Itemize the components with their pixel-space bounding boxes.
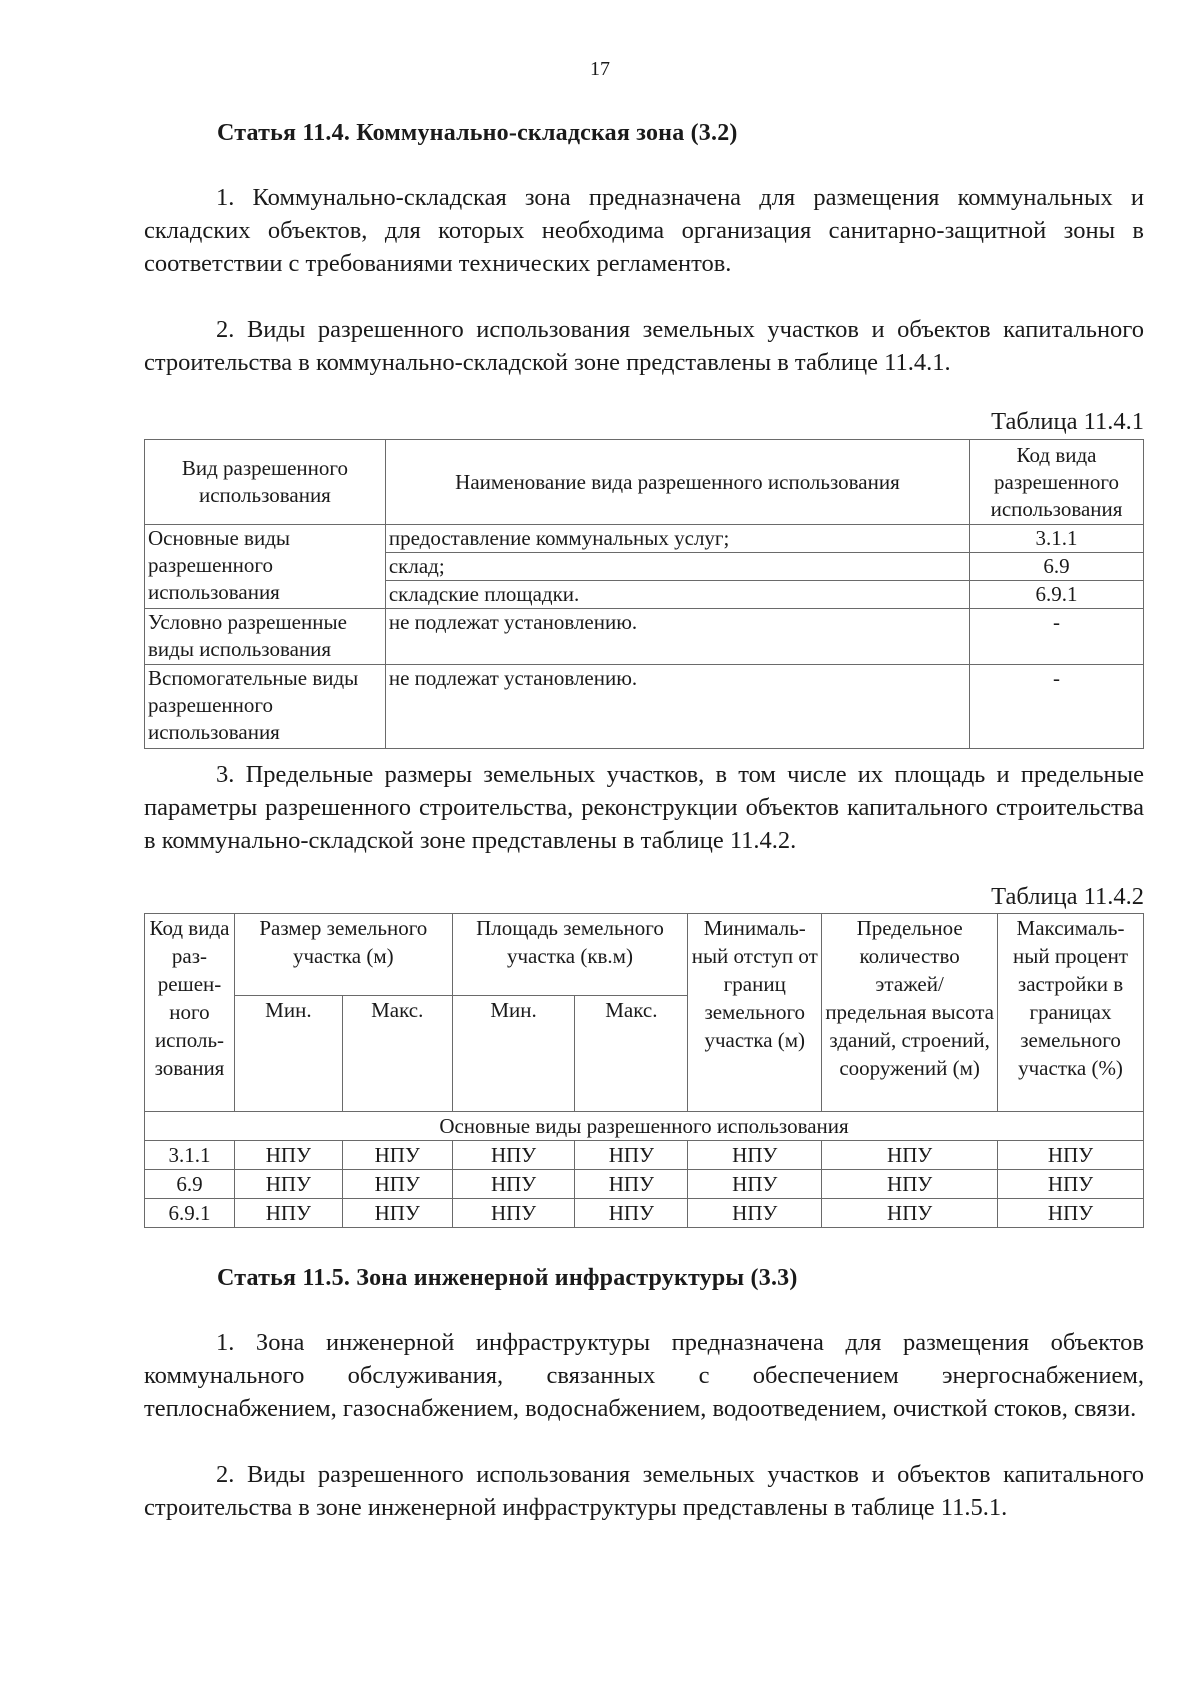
section-heading-11-5: Статья 11.5. Зона инженерной инфраструктуры (3.3)	[217, 1265, 798, 1291]
header-cell: Максималь- ный процент застройки в границах земельного участка (%)	[998, 914, 1144, 1112]
table-caption-11-4-1: Таблица 11.4.1	[991, 408, 1144, 435]
value-cell: НПУ	[822, 1170, 998, 1199]
paragraph-5: 2. Виды разрешенного использования земельных участков и объектов капитального строительства в зоне инженерной инфраструктуры представлены в таблице 11.5.1.	[144, 1461, 1144, 1521]
header-cell: Мин.	[234, 996, 342, 1112]
table-header-row	[145, 914, 1144, 996]
table-row	[145, 1170, 1144, 1199]
page-number: 17	[590, 58, 610, 80]
header-cell: Размер земельного участка (м)	[234, 914, 452, 996]
header-cell: Макс.	[342, 996, 452, 1112]
table-row	[145, 1141, 1144, 1170]
paragraph-4: 1. Зона инженерной инфраструктуры предназначена для размещения объектов коммунального обслуживания, связанных с обеспечением энергоснабжением, теплоснабжением, газоснабжением, водоснабжением, водоотведением, очисткой стоков, связи.	[144, 1329, 1144, 1422]
use-name-cell: не подлежат установлению.	[385, 665, 969, 749]
section-heading-11-4: Статья 11.4. Коммунально-складская зона (3.2)	[217, 120, 738, 146]
table-11-4-2	[144, 913, 1144, 1228]
paragraph-3: 3. Предельные размеры земельных участков, в том числе их площадь и предельные параметры разрешенного строительства, реконструкции объектов капитального строительства в коммунально-складской зоне представлены в таблице 11.4.2.	[144, 761, 1144, 854]
table-header-row	[145, 440, 1144, 525]
header-cell: Макс.	[575, 996, 688, 1112]
value-cell: НПУ	[342, 1170, 452, 1199]
value-cell: НПУ	[998, 1199, 1144, 1228]
group-label-conditional: Условно разрешенные виды использования	[145, 609, 386, 665]
value-cell: НПУ	[822, 1199, 998, 1228]
header-cell: Наименование вида разрешенного использования	[385, 440, 969, 525]
use-code-cell: -	[970, 665, 1144, 749]
paragraph-1: 1. Коммунально-складская зона предназначена для размещения коммунальных и складских объектов, для которых необходима организация санитарно-защитной зоны в соответствии с требованиями технических регламентов.	[144, 184, 1144, 277]
table-section-row	[145, 1112, 1144, 1141]
value-cell: НПУ	[575, 1141, 688, 1170]
group-label-auxiliary: Вспомогательные виды разрешенного использования	[145, 665, 386, 749]
use-code-cell: 6.9	[970, 553, 1144, 581]
section-label: Основные виды разрешенного использования	[145, 1112, 1144, 1141]
use-code-cell: 6.9.1	[970, 581, 1144, 609]
table-row	[145, 665, 1144, 749]
table-row	[145, 525, 1144, 553]
value-cell: НПУ	[998, 1141, 1144, 1170]
table-row	[145, 609, 1144, 665]
value-cell: НПУ	[234, 1141, 342, 1170]
value-cell: НПУ	[452, 1170, 575, 1199]
table-row	[145, 1199, 1144, 1228]
value-cell: НПУ	[998, 1170, 1144, 1199]
value-cell: НПУ	[452, 1199, 575, 1228]
value-cell: НПУ	[575, 1170, 688, 1199]
header-cell: Площадь земельного участка (кв.м)	[452, 914, 688, 996]
table-caption-11-4-2: Таблица 11.4.2	[991, 883, 1144, 910]
value-cell: НПУ	[234, 1170, 342, 1199]
use-code-cell: 3.1.1	[970, 525, 1144, 553]
code-cell: 3.1.1	[145, 1141, 235, 1170]
value-cell: НПУ	[342, 1141, 452, 1170]
value-cell: НПУ	[822, 1141, 998, 1170]
group-label-main: Основные виды разрешенного использования	[145, 525, 386, 609]
use-name-cell: не подлежат установлению.	[385, 609, 969, 665]
use-name-cell: складские площадки.	[385, 581, 969, 609]
header-cell: Код вида разрешенного использования	[970, 440, 1144, 525]
paragraph-2: 2. Виды разрешенного использования земельных участков и объектов капитального строительства в коммунально-складской зоне представлены в таблице 11.4.1.	[144, 316, 1144, 376]
use-code-cell: -	[970, 609, 1144, 665]
code-cell: 6.9.1	[145, 1199, 235, 1228]
value-cell: НПУ	[688, 1141, 822, 1170]
header-cell: Предельное количество этажей/ предельная высота зданий, строений, сооружений (м)	[822, 914, 998, 1112]
value-cell: НПУ	[575, 1199, 688, 1228]
value-cell: НПУ	[688, 1170, 822, 1199]
header-cell: Мин.	[452, 996, 575, 1112]
use-name-cell: склад;	[385, 553, 969, 581]
value-cell: НПУ	[342, 1199, 452, 1228]
header-cell: Вид разрешенного использования	[145, 440, 386, 525]
value-cell: НПУ	[452, 1141, 575, 1170]
value-cell: НПУ	[688, 1199, 822, 1228]
header-cell: Код вида раз- решен- ного исполь- зования	[145, 914, 235, 1112]
code-cell: 6.9	[145, 1170, 235, 1199]
table-11-4-1	[144, 439, 1144, 749]
header-cell: Минималь- ный отступ от границ земельного участка (м)	[688, 914, 822, 1112]
value-cell: НПУ	[234, 1199, 342, 1228]
use-name-cell: предоставление коммунальных услуг;	[385, 525, 969, 553]
